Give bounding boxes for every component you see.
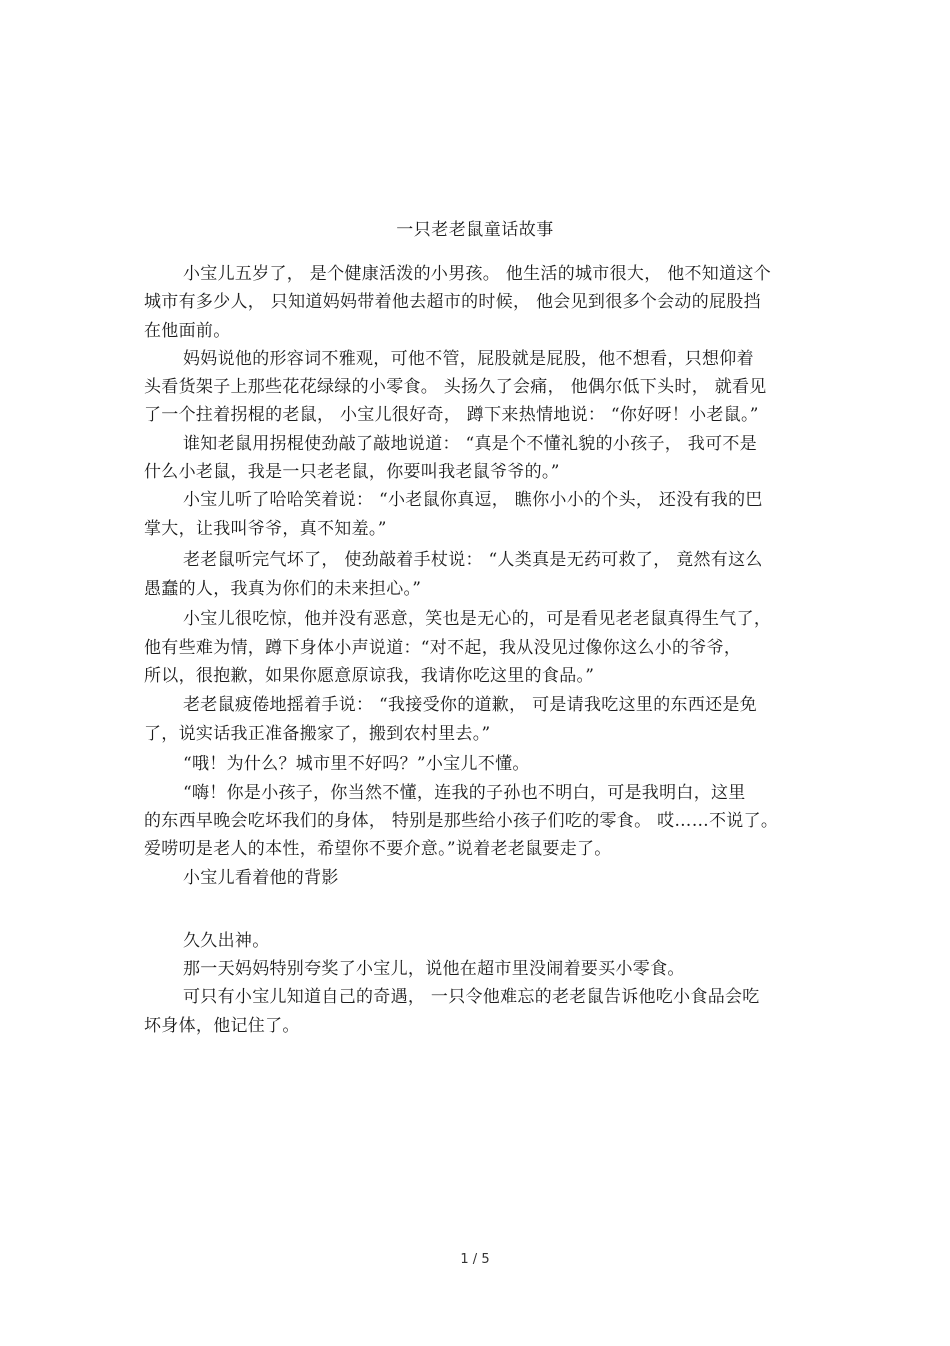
- text-line: 妈妈说他的形容词不雅观，可他不管，屁股就是屁股，他不想看，只想仰着: [183, 349, 754, 369]
- text-line: 了一个拄着拐棍的老鼠， 小宝儿很好奇， 蹲下来热情地说： “你好呀！小老鼠。”: [144, 405, 759, 425]
- text-line: 的东西早晚会吃坏我们的身体， 特别是那些给小孩子们吃的零食。 哎……不说了。: [144, 811, 779, 831]
- text-line: 愚蠢的人，我真为你们的未来担心。”: [144, 579, 422, 599]
- text-line: 什么小老鼠，我是一只老老鼠，你要叫我老鼠爷爷的。”: [144, 462, 560, 482]
- text-line: 那一天妈妈特别夸奖了小宝儿，说他在超市里没闹着要买小零食。: [183, 959, 685, 979]
- text-line: 头看货架子上那些花花绿绿的小零食。 头扬久了会痛， 他偶尔低下头时， 就看见: [144, 377, 767, 397]
- text-line: 了，说实话我正准备搬家了，搬到农村里去。”: [144, 724, 491, 744]
- text-line: 可只有小宝儿知道自己的奇遇， 一只令他难忘的老老鼠告诉他吃小食品会吃: [183, 987, 760, 1007]
- text-line: 小宝儿看着他的背影: [183, 868, 339, 888]
- text-line: “哦！为什么？城市里不好吗？”小宝儿不懂。: [183, 754, 530, 774]
- text-line: 在他面前。: [144, 321, 231, 341]
- text-line: 小宝儿五岁了， 是个健康活泼的小男孩。 他生活的城市很大， 他不知道这个: [183, 264, 772, 284]
- text-line: 久久出神。: [183, 931, 270, 951]
- text-line: 谁知老鼠用拐棍使劲敲了敲地说道： “真是个不懂礼貌的小孩子， 我可不是: [183, 434, 757, 454]
- text-line: 城市有多少人， 只知道妈妈带着他去超市的时候， 他会见到很多个会动的屁股挡: [144, 292, 761, 312]
- page-number: 1 / 5: [460, 1252, 490, 1267]
- text-line: 坏身体，他记住了。: [144, 1016, 300, 1036]
- text-line: 掌大，让我叫爷爷，真不知羞。”: [144, 519, 387, 539]
- text-line: 小宝儿听了哈哈笑着说： “小老鼠你真逗， 瞧你小小的个头， 还没有我的巴: [183, 490, 763, 510]
- document-title: 一只老老鼠童话故事: [396, 220, 554, 240]
- text-line: 爱唠叨是老人的本性，希望你不要介意。”说着老老鼠要走了。: [144, 839, 612, 859]
- text-line: 老老鼠听完气坏了， 使劲敲着手杖说： “人类真是无药可救了， 竟然有这么: [183, 550, 763, 570]
- text-line: 他有些难为情，蹲下身体小声说道：“对不起，我从没见过像你这么小的爷爷，: [144, 638, 742, 658]
- text-line: 所以，很抱歉，如果你愿意原谅我，我请你吃这里的食品。”: [144, 666, 595, 686]
- text-line: 小宝儿很吃惊，他并没有恶意，笑也是无心的，可是看见老老鼠真得生气了，: [183, 609, 772, 629]
- text-line: “嗨！你是小孩子，你当然不懂，连我的子孙也不明白，可是我明白，这里: [183, 783, 746, 803]
- text-line: 老老鼠疲倦地摇着手说： “我接受你的道歉， 可是请我吃这里的东西还是免: [183, 695, 757, 715]
